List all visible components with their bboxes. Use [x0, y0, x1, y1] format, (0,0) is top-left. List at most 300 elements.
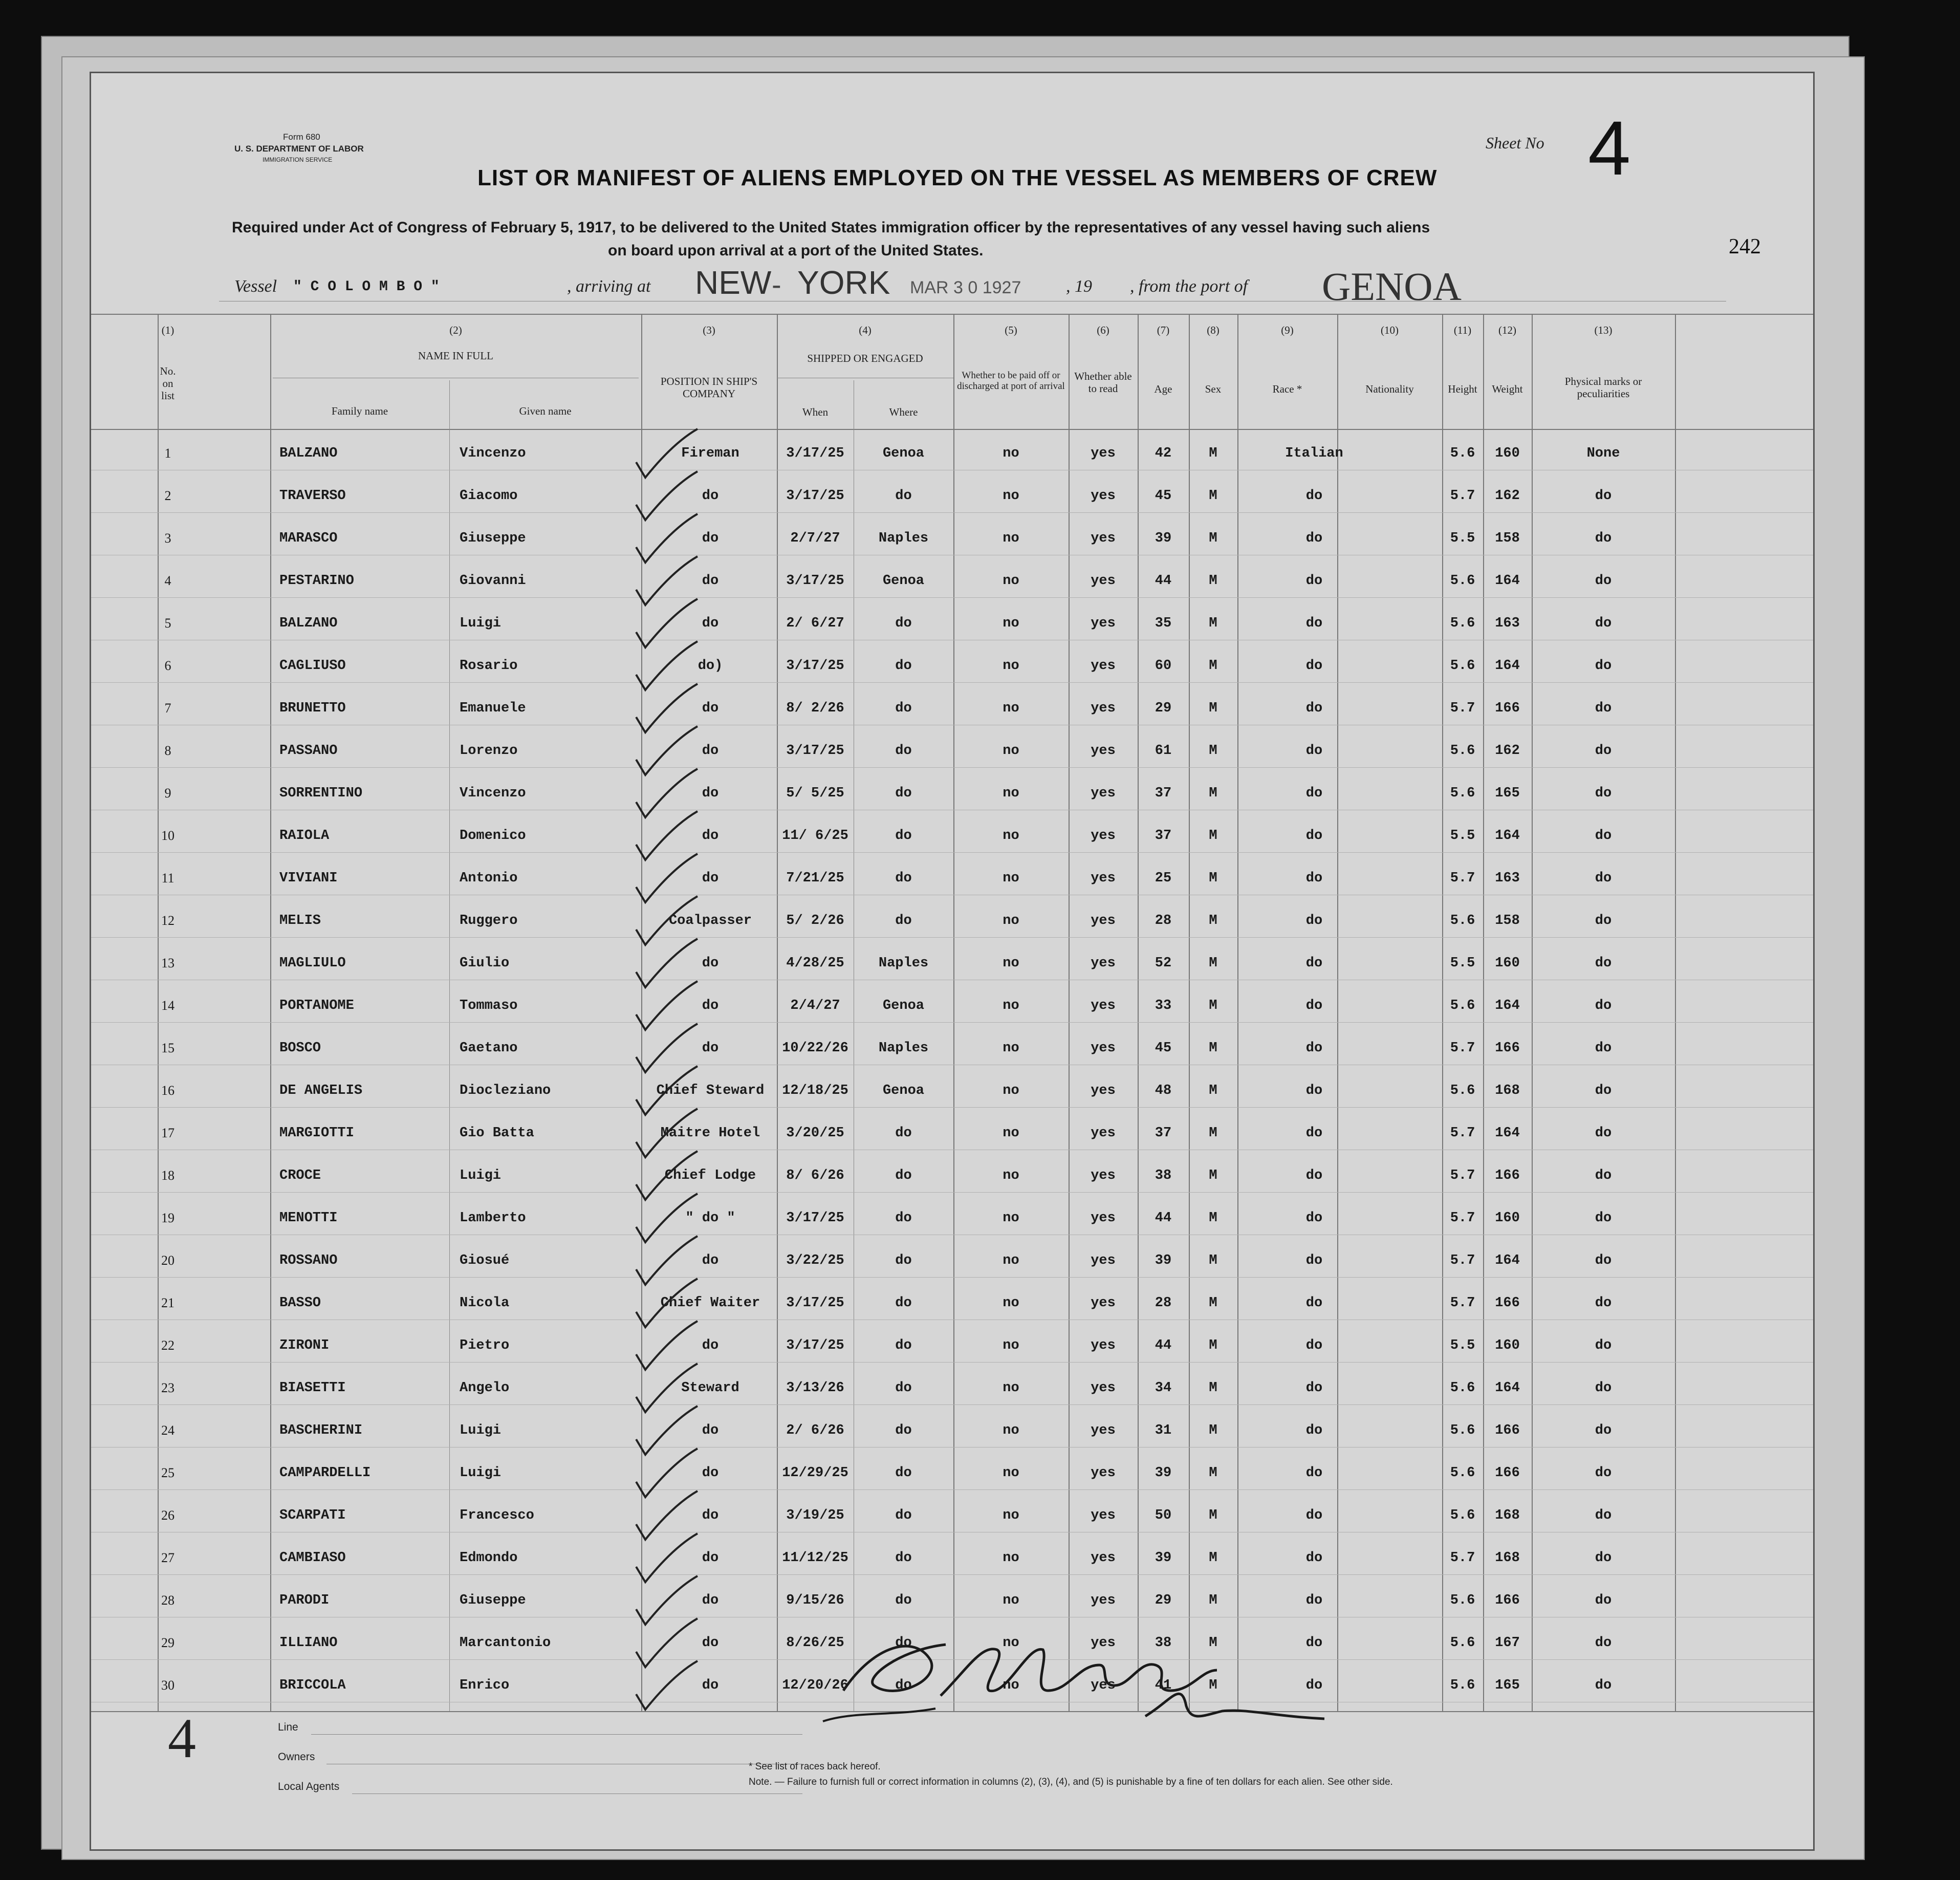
sex: M — [1209, 531, 1217, 546]
shipped-where: do — [895, 1635, 912, 1651]
position: do — [702, 1635, 719, 1651]
family-name: CROCE — [279, 1168, 321, 1183]
race: do — [1305, 616, 1323, 631]
position: do — [702, 1678, 719, 1693]
col5-number: (5) — [1005, 324, 1017, 336]
height: 5.6 — [1450, 998, 1475, 1013]
height: 5.7 — [1450, 701, 1475, 716]
sex: M — [1209, 743, 1217, 759]
row-number: 28 — [161, 1593, 175, 1608]
position: do — [702, 1593, 719, 1608]
departure-port: GENOA — [1322, 264, 1462, 309]
height: 5.7 — [1450, 871, 1475, 886]
shipped-when: 4/28/25 — [786, 956, 844, 971]
col5-heading: Whether to be paid off or discharged at port of arrival — [957, 370, 1065, 392]
position: do — [702, 1508, 719, 1523]
row-number: 14 — [161, 998, 175, 1013]
given-name: Marcantonio — [460, 1635, 551, 1651]
able-to-read: yes — [1091, 1593, 1116, 1608]
able-to-read: yes — [1091, 871, 1116, 886]
position: do — [702, 1041, 719, 1056]
weight: 166 — [1495, 1423, 1520, 1438]
family-name: MARASCO — [279, 531, 338, 546]
shipped-when: 3/13/26 — [786, 1380, 844, 1396]
line-field-rule — [311, 1734, 802, 1735]
physical-marks: do — [1595, 1678, 1612, 1693]
shipped-when: 5/ 5/25 — [786, 786, 844, 801]
height: 5.7 — [1450, 1168, 1475, 1183]
age: 28 — [1155, 1295, 1172, 1311]
weight: 163 — [1495, 616, 1520, 631]
col1-heading: No. on list — [160, 365, 176, 402]
able-to-read: yes — [1091, 1465, 1116, 1481]
col2-given-heading: Given name — [519, 405, 572, 417]
row-number: 10 — [161, 828, 175, 843]
position: do — [702, 1465, 719, 1481]
able-to-read: yes — [1091, 1380, 1116, 1396]
given-name: Giuseppe — [460, 1593, 526, 1608]
given-name: Giovanni — [460, 573, 526, 589]
weight: 166 — [1495, 1041, 1520, 1056]
shipped-where: do — [895, 1380, 912, 1396]
row-number: 6 — [164, 658, 171, 673]
shipped-where: do — [895, 1550, 912, 1566]
position: Coalpasser — [668, 913, 752, 928]
height: 5.6 — [1450, 616, 1475, 631]
sex: M — [1209, 1380, 1217, 1396]
weight: 165 — [1495, 786, 1520, 801]
col4-number: (4) — [859, 324, 872, 336]
form-number: Form 680 — [283, 132, 320, 142]
sex: M — [1209, 488, 1217, 504]
shipped-where: do — [895, 871, 912, 886]
sex: M — [1209, 616, 1217, 631]
sex: M — [1209, 658, 1217, 674]
family-name: PESTARINO — [279, 573, 354, 589]
page-stamp: 242 — [1729, 235, 1761, 258]
given-name: Rosario — [460, 658, 518, 674]
able-to-read: yes — [1091, 956, 1116, 971]
physical-marks: do — [1595, 1635, 1612, 1651]
family-name: BIASETTI — [279, 1380, 346, 1396]
race: do — [1305, 956, 1323, 971]
physical-marks: do — [1595, 573, 1612, 589]
height: 5.6 — [1450, 786, 1475, 801]
height: 5.5 — [1450, 956, 1475, 971]
given-name: Francesco — [460, 1508, 534, 1523]
given-name: Luigi — [460, 616, 502, 631]
given-name: Luigi — [460, 1423, 502, 1438]
year-label: , 19 — [1066, 277, 1092, 296]
col11-number: (11) — [1453, 324, 1472, 336]
local-agents-label: Local Agents — [278, 1781, 340, 1792]
shipped-when: 3/17/25 — [786, 573, 844, 589]
race: do — [1305, 1041, 1323, 1056]
physical-marks: do — [1595, 1126, 1612, 1141]
paid-off: no — [1003, 998, 1019, 1013]
able-to-read: yes — [1091, 531, 1116, 546]
physical-marks: do — [1595, 913, 1612, 928]
sex: M — [1209, 956, 1217, 971]
col-rule — [1675, 314, 1676, 1711]
physical-marks: do — [1595, 701, 1612, 716]
age: 34 — [1155, 1380, 1172, 1396]
weight: 164 — [1495, 573, 1520, 589]
sex: M — [1209, 1635, 1217, 1651]
race: do — [1305, 1423, 1323, 1438]
position: do — [702, 743, 719, 759]
family-name: MENOTTI — [279, 1211, 338, 1226]
sex: M — [1209, 1126, 1217, 1141]
shipped-when: 8/ 2/26 — [786, 701, 844, 716]
given-name: Gio Batta — [460, 1126, 534, 1141]
race: do — [1305, 1168, 1323, 1183]
paid-off: no — [1003, 1168, 1019, 1183]
position: Chief Steward — [656, 1083, 765, 1098]
shipped-when: 2/ 6/27 — [786, 616, 844, 631]
physical-marks: do — [1595, 828, 1612, 844]
weight: 162 — [1495, 488, 1520, 504]
position: do — [702, 1338, 719, 1353]
race: do — [1305, 913, 1323, 928]
physical-marks: do — [1595, 1380, 1612, 1396]
position: do) — [698, 658, 723, 674]
row-rule — [91, 597, 1813, 598]
shipped-when: 5/ 2/26 — [786, 913, 844, 928]
row-number: 18 — [161, 1168, 175, 1183]
col2-number: (2) — [449, 324, 462, 336]
race: do — [1305, 1550, 1323, 1566]
family-name: BRICCOLA — [279, 1678, 346, 1693]
sheet-number: 4 — [1588, 105, 1631, 191]
height: 5.6 — [1450, 1635, 1475, 1651]
vessel-name: " C O L O M B O " — [293, 279, 440, 295]
paid-off: no — [1003, 658, 1019, 674]
row-rule — [91, 1362, 1813, 1363]
family-name: PASSANO — [279, 743, 338, 759]
sex: M — [1209, 1168, 1217, 1183]
age: 52 — [1155, 956, 1172, 971]
shipped-when: 2/ 6/26 — [786, 1423, 844, 1438]
arriving-label: , arriving at — [567, 277, 651, 296]
height: 5.6 — [1450, 913, 1475, 928]
age: 39 — [1155, 1465, 1172, 1481]
given-name: Enrico — [460, 1678, 510, 1693]
row-number: 13 — [161, 956, 175, 970]
physical-marks: do — [1595, 786, 1612, 801]
col4-heading: SHIPPED OR ENGAGED — [807, 352, 923, 364]
race: do — [1305, 828, 1323, 844]
race: do — [1305, 1593, 1323, 1608]
row-rule — [91, 1277, 1813, 1278]
family-name: BALZANO — [279, 446, 338, 461]
shipped-where: do — [895, 1678, 912, 1693]
shipped-when: 3/17/25 — [786, 743, 844, 759]
given-name: Tommaso — [460, 998, 518, 1013]
physical-marks: None — [1586, 446, 1620, 461]
weight: 168 — [1495, 1550, 1520, 1566]
from-port-label: , from the port of — [1130, 277, 1248, 296]
age: 45 — [1155, 488, 1172, 504]
height: 5.5 — [1450, 1338, 1475, 1353]
age: 38 — [1155, 1168, 1172, 1183]
height: 5.6 — [1450, 1083, 1475, 1098]
height: 5.7 — [1450, 1550, 1475, 1566]
position: do — [702, 828, 719, 844]
able-to-read: yes — [1091, 786, 1116, 801]
paid-off: no — [1003, 1423, 1019, 1438]
shipped-where: do — [895, 1338, 912, 1353]
row-rule — [91, 1404, 1813, 1405]
shipped-where: do — [895, 1253, 912, 1268]
shipped-where: do — [895, 658, 912, 674]
col7-number: (7) — [1157, 324, 1170, 336]
col10-number: (10) — [1381, 324, 1399, 336]
position: do — [702, 956, 719, 971]
sex: M — [1209, 786, 1217, 801]
able-to-read: yes — [1091, 1295, 1116, 1311]
shipped-when: 8/ 6/26 — [786, 1168, 844, 1183]
given-name: Pietro — [460, 1338, 510, 1353]
paid-off: no — [1003, 1041, 1019, 1056]
col13-number: (13) — [1594, 324, 1613, 336]
weight: 168 — [1495, 1508, 1520, 1523]
given-name: Lamberto — [460, 1211, 526, 1226]
age: 41 — [1155, 1678, 1172, 1693]
race: Italian — [1285, 446, 1343, 461]
shipped-where: Naples — [878, 531, 929, 546]
height: 5.7 — [1450, 1253, 1475, 1268]
age: 29 — [1155, 1593, 1172, 1608]
race: do — [1305, 1338, 1323, 1353]
row-rule — [91, 512, 1813, 513]
height: 5.5 — [1450, 828, 1475, 844]
row-rule — [91, 1574, 1813, 1575]
shipped-where: do — [895, 1126, 912, 1141]
paid-off: no — [1003, 701, 1019, 716]
race: do — [1305, 1211, 1323, 1226]
age: 29 — [1155, 701, 1172, 716]
age: 48 — [1155, 1083, 1172, 1098]
family-name: MAGLIULO — [279, 956, 346, 971]
height: 5.6 — [1450, 1593, 1475, 1608]
age: 39 — [1155, 1253, 1172, 1268]
family-name: CAMPARDELLI — [279, 1465, 371, 1481]
paid-off: no — [1003, 1083, 1019, 1098]
family-name: CAMBIASO — [279, 1550, 346, 1566]
shipped-when: 3/19/25 — [786, 1508, 844, 1523]
col3-number: (3) — [703, 324, 715, 336]
height: 5.7 — [1450, 1126, 1475, 1141]
shipped-when: 3/20/25 — [786, 1126, 844, 1141]
race: do — [1305, 998, 1323, 1013]
position: do — [702, 998, 719, 1013]
able-to-read: yes — [1091, 1211, 1116, 1226]
check-mark-icon — [631, 1658, 703, 1715]
row-number: 15 — [161, 1041, 175, 1055]
shipped-where: do — [895, 786, 912, 801]
family-name: BALZANO — [279, 616, 338, 631]
position: do — [702, 573, 719, 589]
handwritten-page-number: 4 — [168, 1707, 196, 1769]
paid-off: no — [1003, 1465, 1019, 1481]
sex: M — [1209, 1295, 1217, 1311]
family-name: ILLIANO — [279, 1635, 338, 1651]
row-number: 11 — [161, 871, 175, 885]
age: 37 — [1155, 828, 1172, 844]
shipped-where: Naples — [878, 1041, 929, 1056]
row-number: 1 — [164, 446, 171, 461]
row-number: 3 — [164, 531, 171, 546]
able-to-read: yes — [1091, 1126, 1116, 1141]
given-name: Antonio — [460, 871, 518, 886]
shipped-where: do — [895, 913, 912, 928]
paid-off: no — [1003, 1550, 1019, 1566]
paid-off: no — [1003, 1211, 1019, 1226]
race: do — [1305, 1295, 1323, 1311]
service-label: IMMIGRATION SERVICE — [263, 156, 333, 163]
shipped-where: Genoa — [882, 998, 924, 1013]
able-to-read: yes — [1091, 743, 1116, 759]
row-rule — [91, 852, 1813, 853]
physical-marks: do — [1595, 531, 1612, 546]
race: do — [1305, 1126, 1323, 1141]
position: do — [702, 1550, 719, 1566]
col12-heading: Weight — [1492, 383, 1523, 395]
row-number: 20 — [161, 1253, 175, 1268]
race: do — [1305, 701, 1323, 716]
position: do — [702, 531, 719, 546]
height: 5.7 — [1450, 1295, 1475, 1311]
form-subtitle-2: on board upon arrival at a port of the United States. — [608, 242, 984, 259]
height: 5.6 — [1450, 743, 1475, 759]
physical-marks: do — [1595, 1465, 1612, 1481]
shipped-where: Naples — [878, 956, 929, 971]
physical-marks: do — [1595, 743, 1612, 759]
height: 5.6 — [1450, 1508, 1475, 1523]
given-name: Giulio — [460, 956, 510, 971]
paid-off: no — [1003, 1126, 1019, 1141]
family-name: ROSSANO — [279, 1253, 338, 1268]
row-number: 26 — [161, 1508, 175, 1523]
paid-off: no — [1003, 1635, 1019, 1651]
sex: M — [1209, 1508, 1217, 1523]
given-name: Luigi — [460, 1168, 502, 1183]
paid-off: no — [1003, 488, 1019, 504]
given-name: Domenico — [460, 828, 526, 844]
row-number: 16 — [161, 1083, 175, 1098]
manifest-sheet — [90, 72, 1815, 1851]
given-name: Giuseppe — [460, 531, 526, 546]
sex: M — [1209, 998, 1217, 1013]
physical-marks: do — [1595, 1338, 1612, 1353]
physical-marks: do — [1595, 998, 1612, 1013]
physical-marks: do — [1595, 1253, 1612, 1268]
able-to-read: yes — [1091, 1508, 1116, 1523]
race: do — [1305, 488, 1323, 504]
age: 39 — [1155, 531, 1172, 546]
paid-off: no — [1003, 573, 1019, 589]
weight: 163 — [1495, 871, 1520, 886]
able-to-read: yes — [1091, 913, 1116, 928]
shipped-where: do — [895, 828, 912, 844]
able-to-read: yes — [1091, 998, 1116, 1013]
owners-label: Owners — [278, 1751, 315, 1763]
shipped-where: Genoa — [882, 573, 924, 589]
penalty-note: Note. — Failure to furnish full or correct information in columns (2), (3), (4), and (5) is punishable by a fine of ten dollars for each alien. See other side. — [749, 1777, 1393, 1787]
row-rule — [91, 1107, 1813, 1108]
position: do — [702, 786, 719, 801]
able-to-read: yes — [1091, 1635, 1116, 1651]
paid-off: no — [1003, 1253, 1019, 1268]
weight: 166 — [1495, 1593, 1520, 1608]
sex: M — [1209, 573, 1217, 589]
height: 5.6 — [1450, 1380, 1475, 1396]
paid-off: no — [1003, 956, 1019, 971]
race: do — [1305, 573, 1323, 589]
age: 42 — [1155, 446, 1172, 461]
sex: M — [1209, 446, 1217, 461]
paid-off: no — [1003, 1338, 1019, 1353]
sex: M — [1209, 913, 1217, 928]
able-to-read: yes — [1091, 573, 1116, 589]
age: 39 — [1155, 1550, 1172, 1566]
given-name: Emanuele — [460, 701, 526, 716]
age: 44 — [1155, 1211, 1172, 1226]
height: 5.6 — [1450, 658, 1475, 674]
row-number: 29 — [161, 1635, 175, 1650]
able-to-read: yes — [1091, 1168, 1116, 1183]
weight: 165 — [1495, 1678, 1520, 1693]
physical-marks: do — [1595, 1041, 1612, 1056]
given-name: Nicola — [460, 1295, 510, 1311]
race: do — [1305, 743, 1323, 759]
family-name: SCARPATI — [279, 1508, 346, 1523]
weight: 168 — [1495, 1083, 1520, 1098]
given-name: Gaetano — [460, 1041, 518, 1056]
position: do — [702, 1423, 719, 1438]
col4-where-heading: Where — [889, 406, 918, 418]
header-bottom-rule — [91, 429, 1813, 430]
row-number: 8 — [164, 743, 171, 758]
row-number: 22 — [161, 1338, 175, 1353]
shipped-when: 3/17/25 — [786, 1295, 844, 1311]
height: 5.5 — [1450, 531, 1475, 546]
weight: 167 — [1495, 1635, 1520, 1651]
physical-marks: do — [1595, 956, 1612, 971]
arrival-port-dash: - — [772, 268, 781, 300]
weight: 158 — [1495, 913, 1520, 928]
col12-number: (12) — [1498, 324, 1516, 336]
shipped-where: do — [895, 616, 912, 631]
shipped-when: 3/17/25 — [786, 446, 844, 461]
shipped-where: Genoa — [882, 1083, 924, 1098]
given-name: Edmondo — [460, 1550, 518, 1566]
family-name: SORRENTINO — [279, 786, 363, 801]
row-number: 30 — [161, 1678, 175, 1693]
weight: 164 — [1495, 998, 1520, 1013]
weight: 158 — [1495, 531, 1520, 546]
table-top-rule — [91, 314, 1813, 315]
paid-off: no — [1003, 871, 1019, 886]
height: 5.7 — [1450, 488, 1475, 504]
sex: M — [1209, 1338, 1217, 1353]
shipped-where: do — [895, 1593, 912, 1608]
race: do — [1305, 786, 1323, 801]
physical-marks: do — [1595, 1211, 1612, 1226]
given-name: Luigi — [460, 1465, 502, 1481]
shipped-where: do — [895, 1423, 912, 1438]
